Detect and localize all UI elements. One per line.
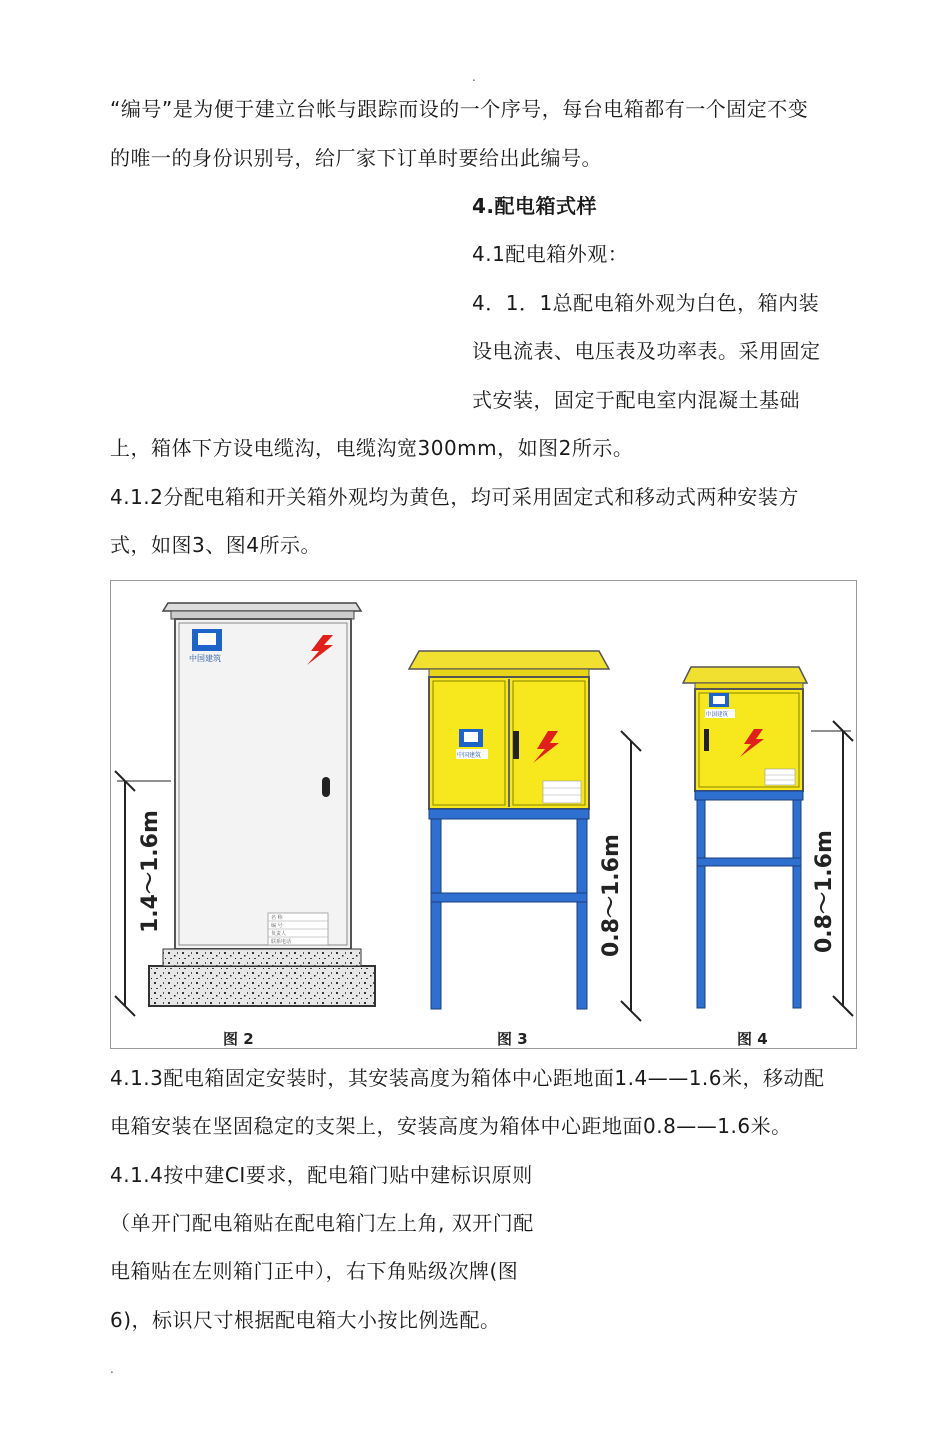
plate-row-3: 负责人 (271, 931, 287, 937)
fig3-caption: 图 3 (497, 1030, 528, 1048)
paragraph-1-line-1: “编号”是为便于建立台帐与跟踪而设的一个序号，每台电箱都有一个固定不变 (110, 97, 809, 121)
dimension-fig3 (599, 731, 641, 1021)
logo-text-fig2: 中国建筑 (189, 654, 221, 663)
yellow-single-box (683, 667, 807, 1008)
distribution-box-figure (110, 580, 857, 1049)
item-4-1-2-line-2: 式，如图3、图4所示。 (110, 533, 321, 557)
logo-text-fig3: 中国建筑 (457, 752, 482, 759)
paragraph-1-line-2: 的唯一的身份识别号，给厂家下订单时要给出此编号。 (110, 146, 602, 170)
dim-label-fig2: 1.4～1.6m (138, 810, 163, 933)
item-4-1-4-line-1: 4.1.4按中建CI要求，配电箱门贴中建标识原则 (110, 1163, 533, 1187)
item-4-1-1-line-3: 式安装，固定于配电室内混凝土基础 (472, 388, 800, 412)
fig4-caption: 图 4 (737, 1030, 768, 1048)
item-4-1-4-line-2: （单开门配电箱贴在配电箱门左上角, 双开门配 (110, 1211, 534, 1235)
section-heading: 4.配电箱式样 (472, 194, 598, 218)
fig2-caption: 图 2 (223, 1030, 254, 1048)
dim-label-fig3: 0.8～1.6m (599, 834, 624, 957)
item-4-1-1-line-1: 4．1．1总配电箱外观为白色，箱内装 (472, 291, 820, 315)
item-4-1-4-line-3: 电箱贴在左则箱门正中），右下角贴级次牌(图 (110, 1259, 519, 1283)
yellow-double-box (409, 651, 609, 1009)
item-4-1-1-line-4: 上，箱体下方设电缆沟，电缆沟宽300mm，如图2所示。 (110, 436, 634, 460)
subsection-heading: 4.1配电箱外观： (472, 242, 629, 266)
item-4-1-3-line-1: 4.1.3配电箱固定安装时，其安装高度为箱体中心距地面1.4——1.6米，移动配 (110, 1066, 825, 1090)
white-cabinet (149, 603, 375, 1006)
header-mark: . (472, 70, 476, 84)
item-4-1-4-line-4: 6)，标识尺寸根据配电箱大小按比例选配。 (110, 1308, 501, 1332)
logo-text-fig4: 中国建筑 (706, 712, 729, 718)
plate-row-1: 名 称 (271, 915, 283, 921)
item-4-1-1-line-2: 设电流表、电压表及功率表。采用固定 (472, 339, 821, 363)
item-4-1-3-line-2: 电箱安装在坚固稳定的支架上，安装高度为箱体中心距地面0.8——1.6米。 (110, 1114, 792, 1138)
item-4-1-2-line-1: 4.1.2分配电箱和开关箱外观均为黄色，均可采用固定式和移动式两种安装方 (110, 485, 799, 509)
figure-canvas (111, 581, 856, 1048)
dim-label-fig4: 0.8～1.6m (812, 830, 837, 953)
plate-row-4: 联系电话 (271, 939, 292, 945)
dimension-fig4 (811, 721, 853, 1016)
footer-mark: . (110, 1362, 114, 1376)
plate-row-2: 编 号 (271, 923, 283, 929)
